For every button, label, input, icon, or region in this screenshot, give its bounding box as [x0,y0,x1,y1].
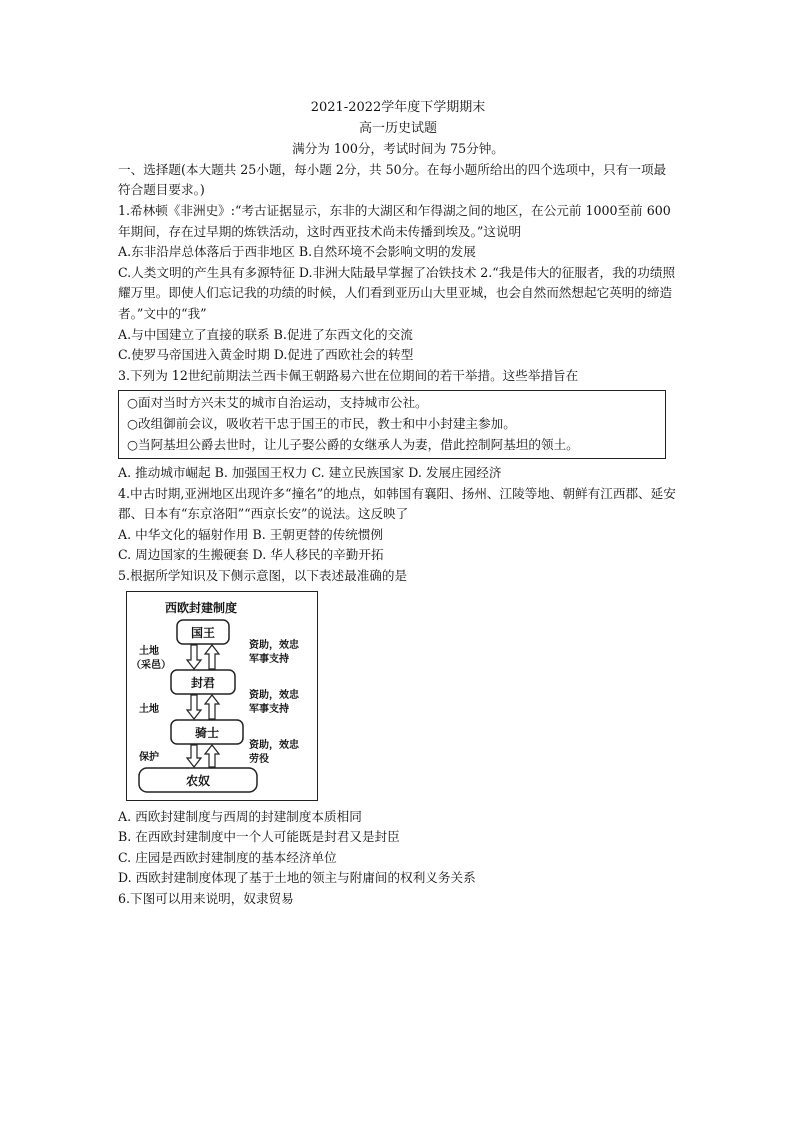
question-3-options: A. 推动城市崛起 B. 加强国王权力 C. 建立民族国家 D. 发展庄园经济 [118,465,502,481]
serf-label: 农奴 [185,773,211,788]
section-heading: 一、选择题(本大题共 25小题，每小题 2分，共 50分。在每小题所给出的四个选项中，只有一项最符合题目要求。) [118,161,667,198]
question-1-options-cd-question-2-stem: C.人类文明的产生具有多源特征 D.非洲大陆最早掌握了冶铁技术 2.“我是伟大的征服者，我的功绩照耀万里。即使人们忘记我的功绩的时候，人们看到亚历山大里亚城，也会自然而然想起它英明的缔造者。”文中的“我” [118,264,676,321]
question-4-options-cd: C. 周边国家的生搬硬套 D. 华人移民的辛勤开拓 [118,547,384,563]
left-label-land-1: 土地 [139,645,159,657]
question-2-options-cd: C.使罗马帝国进入黄金时期 D.促进了西欧社会的转型 [118,347,414,363]
exam-year-title: 2021-2022学年度下学期期末 [310,100,486,115]
question-5-option-b: B. 在西欧封建制度中一个人可能既是封君又是封臣 [118,829,400,845]
question-1-options-ab: A.东非沿岸总体落后于西非地区 B.自然环境不会影响文明的发展 [118,244,476,260]
feudal-diagram-svg [127,592,317,800]
question-6-stem: 6.下图可以用来说明，奴隶贸易 [118,891,294,907]
feudal-system-diagram [126,591,318,801]
left-label-land-2: 土地 [139,703,159,715]
question-4-stem: 4.中古时期,亚洲地区出现许多“撞名”的地点，如韩国有襄阳、扬州、江陵等地、朝鲜有江西郡、延安郡、日本有“东京洛阳”“西京长安”的说法。这反映了 [118,485,676,522]
right-label-3b: 劳役 [249,753,269,765]
right-label-2b: 军事支持 [249,703,289,715]
question-5-option-a: A. 西欧封建制度与西周的封建制度本质相同 [118,808,362,824]
material-item: ○改组御前会议，吸收若干忠于国王的市民，教士和中小封建主参加。 [127,415,516,431]
question-5-stem: 5.根据所学知识及下侧示意图，以下表述最准确的是 [118,568,408,584]
up-arrow [205,645,219,767]
material-item: ○当阿基坦公爵去世时，让儿子娶公爵的女继承人为妻，借此控制阿基坦的领土。 [127,436,579,452]
question-4-options-ab: A. 中华文化的辐射作用 B. 王朝更替的传统惯例 [118,526,384,542]
left-label-fief: （采邑） [131,659,171,671]
question-3-material-box [118,390,666,459]
right-label-2a: 资助，效忠 [249,689,299,701]
lord-label: 封君 [190,675,216,690]
material-item: ○面对当时方兴未艾的城市自治运动，支持城市公社。 [127,395,428,411]
exam-subject-title: 高一历史试题 [358,120,437,136]
question-2-options-ab: A.与中国建立了直接的联系 B.促进了东西文化的交流 [118,326,413,342]
knight-label: 骑士 [194,725,220,740]
diagram-title: 西欧封建制度 [165,600,238,615]
down-arrow [187,645,201,767]
question-3-stem: 3.下列为 12世纪前期法兰西卡佩王朝路易六世在位期间的若干举措。这些举措旨在 [118,367,579,383]
exam-score-time: 满分为 100分，考试时间为 75分钟。 [292,141,504,157]
question-5-option-c: C. 庄园是西欧封建制度的基本经济单位 [118,849,337,865]
exam-content [118,98,678,910]
right-label-3a: 资助，效忠 [249,739,299,751]
question-5-option-d: D. 西欧封建制度体现了基于土地的领主与附庸间的权利义务关系 [118,870,476,886]
right-label-1b: 军事支持 [249,653,289,665]
right-label-1a: 资助，效忠 [249,639,299,651]
left-label-protect: 保护 [139,751,159,763]
question-1-stem: 1.希林顿《非洲史》:“考古证据显示，东非的大湖区和乍得湖之间的地区，在公元前 1000至前 600年期间，存在过早期的炼铁活动，这时西亚技术尚未传播到埃及。”这说明 [118,202,671,239]
king-label: 国王 [190,625,216,640]
